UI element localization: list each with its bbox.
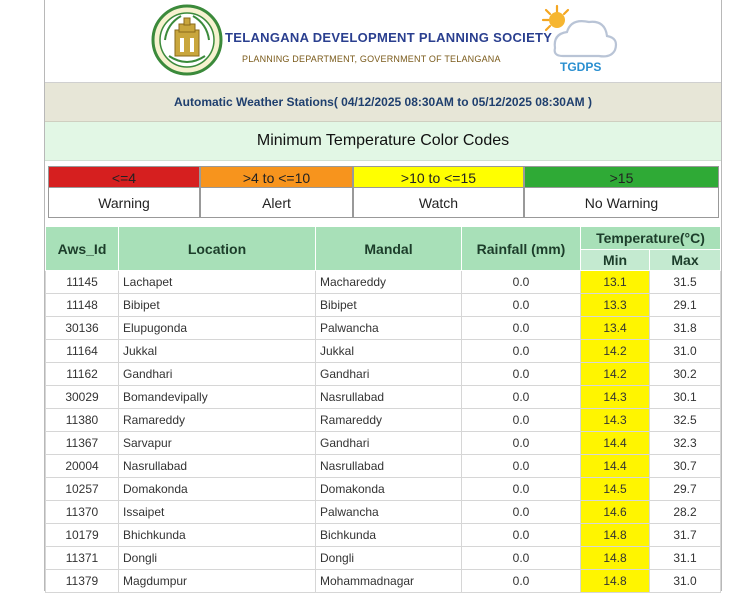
- cell-mandal: Mohammadnagar: [316, 570, 462, 593]
- table-row: [46, 432, 721, 455]
- cell-location: Issaipet: [119, 501, 316, 524]
- cell-aws-id: 11148: [46, 294, 119, 317]
- cell-mandal: Gandhari: [316, 363, 462, 386]
- cell-location: Domakonda: [119, 478, 316, 501]
- header-location: Location: [119, 227, 316, 271]
- cell-location: Elupugonda: [119, 317, 316, 340]
- cell-min-temp: 14.2: [581, 363, 650, 386]
- cell-rainfall: 0.0: [462, 271, 581, 294]
- cell-mandal: Machareddy: [316, 271, 462, 294]
- cell-location: Sarvapur: [119, 432, 316, 455]
- header-min: Min: [581, 250, 650, 271]
- watch-label: Watch: [353, 188, 524, 218]
- watch-swatch: >10 to <=15: [353, 166, 524, 188]
- cell-aws-id: 10257: [46, 478, 119, 501]
- cell-min-temp: 13.3: [581, 294, 650, 317]
- cell-location: Magdumpur: [119, 570, 316, 593]
- org-subtitle: PLANNING DEPARTMENT, GOVERNMENT OF TELANGANA: [242, 54, 501, 64]
- cell-aws-id: 20004: [46, 455, 119, 478]
- telangana-emblem-icon: [151, 4, 223, 76]
- cell-aws-id: 11145: [46, 271, 119, 294]
- alert-label: Alert: [200, 188, 353, 218]
- cell-max-temp: 30.1: [650, 386, 721, 409]
- cell-rainfall: 0.0: [462, 524, 581, 547]
- cell-max-temp: 32.5: [650, 409, 721, 432]
- warning-swatch: <=4: [48, 166, 200, 188]
- table-row: [46, 501, 721, 524]
- cell-location: Dongli: [119, 547, 316, 570]
- cell-location: Lachapet: [119, 271, 316, 294]
- cell-rainfall: 0.0: [462, 455, 581, 478]
- color-codes-legend: [48, 166, 719, 218]
- table-row: [46, 363, 721, 386]
- cell-aws-id: 11164: [46, 340, 119, 363]
- cell-mandal: Bibipet: [316, 294, 462, 317]
- cell-min-temp: 14.6: [581, 501, 650, 524]
- org-name: TELANGANA DEVELOPMENT PLANNING SOCIETY: [225, 30, 553, 45]
- cell-mandal: Palwancha: [316, 317, 462, 340]
- cell-rainfall: 0.0: [462, 340, 581, 363]
- cell-location: Jukkal: [119, 340, 316, 363]
- cell-max-temp: 31.0: [650, 340, 721, 363]
- cell-rainfall: 0.0: [462, 294, 581, 317]
- cell-max-temp: 29.1: [650, 294, 721, 317]
- cell-max-temp: 31.0: [650, 570, 721, 593]
- cell-mandal: Gandhari: [316, 432, 462, 455]
- weather-data-table: [45, 226, 721, 593]
- cell-max-temp: 31.1: [650, 547, 721, 570]
- cell-location: Ramareddy: [119, 409, 316, 432]
- no-warning-label: No Warning: [524, 188, 719, 218]
- cell-aws-id: 11380: [46, 409, 119, 432]
- cell-min-temp: 14.4: [581, 432, 650, 455]
- table-row: [46, 478, 721, 501]
- report-header: [45, 0, 721, 83]
- cell-mandal: Palwancha: [316, 501, 462, 524]
- cell-max-temp: 31.8: [650, 317, 721, 340]
- cell-aws-id: 11162: [46, 363, 119, 386]
- cell-rainfall: 0.0: [462, 363, 581, 386]
- warning-label: Warning: [48, 188, 200, 218]
- cell-min-temp: 13.1: [581, 271, 650, 294]
- tgdps-logo-label: TGDPS: [560, 60, 602, 74]
- cell-location: Gandhari: [119, 363, 316, 386]
- color-codes-title: Minimum Temperature Color Codes: [45, 122, 721, 161]
- header-max: Max: [650, 250, 721, 271]
- table-row: [46, 455, 721, 478]
- cell-mandal: Domakonda: [316, 478, 462, 501]
- cell-mandal: Ramareddy: [316, 409, 462, 432]
- table-row: [46, 386, 721, 409]
- table-row: [46, 271, 721, 294]
- color-codes-swatch-row: [48, 166, 719, 188]
- header-temperature: Temperature(°C): [581, 227, 721, 250]
- cell-mandal: Jukkal: [316, 340, 462, 363]
- cell-aws-id: 11370: [46, 501, 119, 524]
- table-row: [46, 547, 721, 570]
- cell-min-temp: 14.2: [581, 340, 650, 363]
- cell-aws-id: 30029: [46, 386, 119, 409]
- cell-min-temp: 14.3: [581, 409, 650, 432]
- cell-rainfall: 0.0: [462, 432, 581, 455]
- table-row: [46, 294, 721, 317]
- cell-max-temp: 30.2: [650, 363, 721, 386]
- cell-min-temp: 14.8: [581, 570, 650, 593]
- alert-swatch: >4 to <=10: [200, 166, 353, 188]
- cell-rainfall: 0.0: [462, 386, 581, 409]
- cell-mandal: Nasrullabad: [316, 455, 462, 478]
- cell-rainfall: 0.0: [462, 547, 581, 570]
- cell-rainfall: 0.0: [462, 478, 581, 501]
- cell-aws-id: 11367: [46, 432, 119, 455]
- cell-min-temp: 14.5: [581, 478, 650, 501]
- cell-rainfall: 0.0: [462, 570, 581, 593]
- cell-location: Bibipet: [119, 294, 316, 317]
- cell-max-temp: 30.7: [650, 455, 721, 478]
- no-warning-swatch: >15: [524, 166, 719, 188]
- cell-mandal: Bichkunda: [316, 524, 462, 547]
- cell-min-temp: 14.8: [581, 524, 650, 547]
- header-aws-id: Aws_Id: [46, 227, 119, 271]
- cell-aws-id: 30136: [46, 317, 119, 340]
- table-row: [46, 340, 721, 363]
- cell-min-temp: 14.3: [581, 386, 650, 409]
- table-row: [46, 524, 721, 547]
- stations-title: Automatic Weather Stations( 04/12/2025 08:30AM to 05/12/2025 08:30AM ): [174, 95, 592, 109]
- stations-bar: [45, 83, 721, 122]
- cell-location: Bhichkunda: [119, 524, 316, 547]
- table-body: [46, 271, 721, 593]
- cell-max-temp: 28.2: [650, 501, 721, 524]
- cell-rainfall: 0.0: [462, 501, 581, 524]
- color-codes-label-row: [48, 188, 719, 218]
- cell-max-temp: 29.7: [650, 478, 721, 501]
- cell-max-temp: 31.5: [650, 271, 721, 294]
- cell-max-temp: 32.3: [650, 432, 721, 455]
- table-row: [46, 317, 721, 340]
- table-row: [46, 570, 721, 593]
- table-row: [46, 409, 721, 432]
- cell-min-temp: 14.4: [581, 455, 650, 478]
- cell-rainfall: 0.0: [462, 409, 581, 432]
- cell-aws-id: 11371: [46, 547, 119, 570]
- cell-max-temp: 31.7: [650, 524, 721, 547]
- cell-aws-id: 10179: [46, 524, 119, 547]
- cell-rainfall: 0.0: [462, 317, 581, 340]
- header-mandal: Mandal: [316, 227, 462, 271]
- cell-location: Bomandevipally: [119, 386, 316, 409]
- cell-min-temp: 13.4: [581, 317, 650, 340]
- cell-location: Nasrullabad: [119, 455, 316, 478]
- cell-aws-id: 11379: [46, 570, 119, 593]
- cell-mandal: Dongli: [316, 547, 462, 570]
- header-rainfall: Rainfall (mm): [462, 227, 581, 271]
- cell-mandal: Nasrullabad: [316, 386, 462, 409]
- cell-min-temp: 14.8: [581, 547, 650, 570]
